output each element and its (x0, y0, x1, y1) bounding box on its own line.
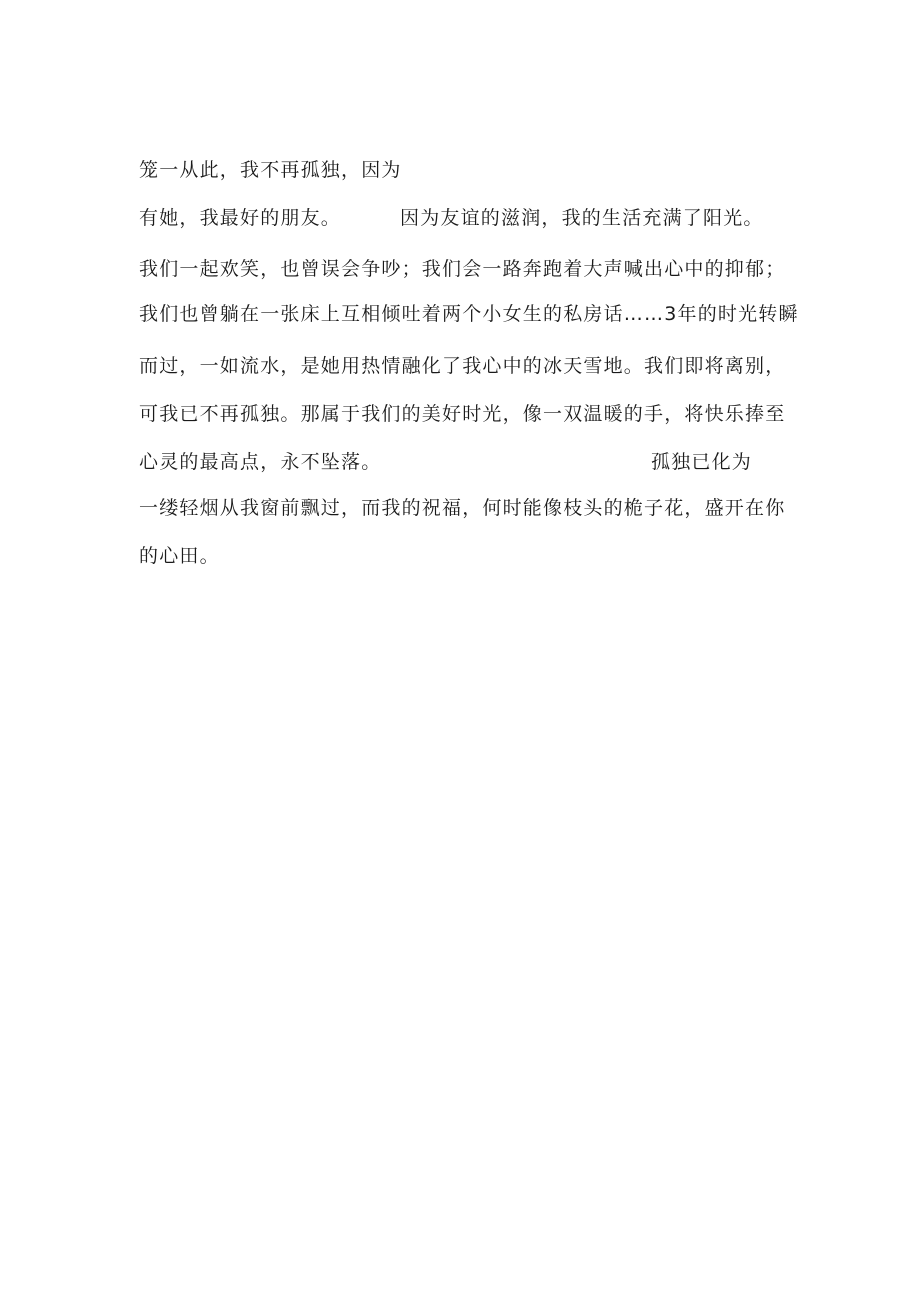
text-line-1: 笼一从此，我不再孤独，因为 (139, 159, 402, 181)
text-line-7-start: 心灵的最高点，永不坠落。 (139, 451, 382, 473)
text-line-2 (139, 206, 779, 230)
text-line-9: 的心田。 (139, 545, 220, 567)
text-line-2-start: 有她，我最好的朋友。 (139, 207, 342, 229)
text-line-5: 而过，一如流水，是她用热情融化了我心中的冰天雪地。我们即将离别， (139, 355, 786, 377)
text-line-7-end: 孤独已化为 (651, 451, 753, 473)
text-line-7 (139, 450, 779, 474)
text-line-3: 我们一起欢笑，也曾误会争吵；我们会一路奔跑着大声喊出心中的抑郁； (139, 258, 786, 280)
text-line-4: 我们也曾躺在一张床上互相倾吐着两个小女生的私房话……3年的时光转瞬 (139, 303, 799, 325)
text-line-8: 一缕轻烟从我窗前飘过，而我的祝福，何时能像枝头的桅子花，盛开在你 (139, 497, 786, 519)
text-line-2-end: 因为友谊的滋润，我的生活充满了阳光。 (400, 207, 764, 229)
text-line-6: 可我已不再孤独。那属于我们的美好时光，像一双温暖的手，将快乐捧至 (139, 403, 786, 425)
